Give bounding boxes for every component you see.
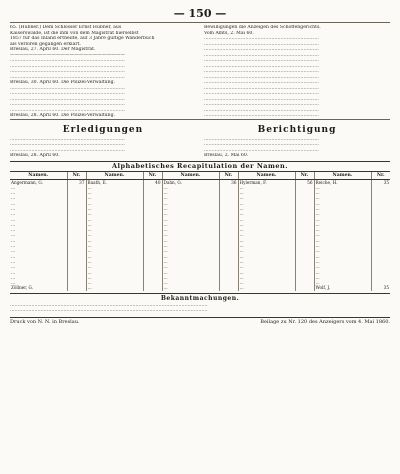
register-name-cell: … [86, 201, 143, 206]
register-name-cell: … [238, 211, 295, 216]
notice-line: ………………………………………………………………… [204, 96, 319, 102]
notice-line: ………………………………………………………………… [204, 102, 319, 107]
announcement-line: ………………………………………………………………………………………………………………… [10, 302, 208, 308]
notice-line: Vom Amts, 2. Mai 60. [204, 30, 254, 36]
register-name-cell: … [86, 254, 143, 259]
right-column-berichtigung [204, 122, 390, 159]
table-row [10, 285, 390, 290]
register-name-cell: … [86, 243, 143, 248]
register-number-cell: 35 [383, 179, 389, 185]
notice-line: ………………………………………………………………… [204, 80, 319, 85]
register-name-cell: … [162, 227, 219, 232]
notice-line: ………………………………………………………………… [10, 107, 125, 113]
register-name-cell: … [10, 222, 67, 227]
register-name-cell: … [162, 190, 219, 195]
page-number: — 150 — [173, 7, 227, 20]
register-number-cell [67, 285, 86, 290]
notice-line: ………………………………………………………………… [10, 96, 125, 102]
notice-line: 1857 für das Inland ertheilte, auf 3 Jahre gültige Wanderbuch [10, 36, 155, 41]
notice-line: ………………………………………………………………… [204, 58, 319, 63]
heading-erledigungen: Erledigungen [62, 124, 144, 135]
notice-line: Breslau, 30. April 60. Die Polizei-Verwaltung. [10, 80, 115, 85]
supplement-line: Beilage zu Nr. 120 des Anzeigers vom 4. Mai 1860. [260, 318, 390, 325]
notice-line: ………………………………………………………………… [204, 41, 319, 47]
register-number-cell: 40 [143, 179, 162, 185]
announcement-line: ………………………………………………………………………………………………………………… [10, 308, 208, 314]
heading-berichtigung: Berichtigung [257, 124, 337, 135]
erledigung-line: ………………………………………………………………… [10, 142, 125, 147]
register-name-cell: … [314, 201, 371, 206]
register-number-cell: 36 [219, 179, 238, 185]
column-header-number: Nr. [371, 172, 390, 180]
register-name-cell: … [86, 285, 143, 290]
register-name-cell: … [238, 270, 295, 275]
register-name-cell: … [162, 285, 219, 290]
register-name-cell: … [162, 280, 219, 285]
erledigungen-text [10, 137, 196, 159]
register-name-cell: … [314, 195, 371, 200]
register-name-cell: … [10, 280, 67, 285]
register-name-cell: … [86, 264, 143, 269]
register-name-cell: … [238, 248, 295, 253]
register-number-cell: 56 [295, 179, 314, 185]
notice-line: ………………………………………………………………… [204, 107, 319, 113]
register-name-cell: … [238, 238, 295, 243]
register-name-cell: … [314, 248, 371, 253]
register-name-cell: … [86, 275, 143, 280]
register-name-cell: … [238, 285, 295, 290]
column-header-number: Nr. [143, 172, 162, 180]
register-number-cell: 37 [67, 179, 86, 185]
register-name-cell: … [238, 222, 295, 227]
register-name-cell: … [238, 280, 295, 285]
berichtigung-line: ………………………………………………………………… [204, 147, 319, 153]
register-name-cell: … [10, 248, 67, 253]
register-name-cell: … [314, 264, 371, 269]
register-name-cell: … [86, 227, 143, 232]
notice-line: Breslau, 27. April 60. Der Magistrat. [10, 47, 96, 52]
register-number-cell [143, 285, 162, 290]
register-name-cell: … [238, 195, 295, 200]
register-name-cell: … [10, 211, 67, 216]
notice-line: ………………………………………………………………… [10, 69, 125, 74]
register-name-cell: … [162, 217, 219, 222]
register-name-cell: … [86, 185, 143, 190]
register-name-cell: Reiche, H. [314, 179, 371, 185]
register-name-cell: … [10, 206, 67, 211]
register-name-cell: … [314, 275, 371, 280]
register-header-row [10, 172, 390, 180]
register-name-cell: … [162, 248, 219, 253]
register-name-cell: … [238, 275, 295, 280]
register-name-cell: … [162, 232, 219, 237]
register-name-cell: Zöllner, G. [10, 285, 67, 290]
register-name-cell: … [162, 259, 219, 264]
announcements-text [10, 303, 390, 314]
register-name-cell: … [238, 217, 295, 222]
register-name-cell: … [86, 232, 143, 237]
notice-line: ………………………………………………………………… [204, 113, 319, 118]
register-name-cell: … [314, 206, 371, 211]
register-name-cell: … [314, 238, 371, 243]
register-name-cell: … [162, 206, 219, 211]
register-name-cell: … [10, 254, 67, 259]
register-name-cell: … [314, 270, 371, 275]
register-name-cell: … [10, 217, 67, 222]
register-number-cell [295, 285, 314, 290]
register-name-cell: … [10, 270, 67, 275]
register-name-cell: … [314, 217, 371, 222]
berichtigung-line: ………………………………………………………………… [204, 142, 319, 147]
register-name-cell: … [162, 185, 219, 190]
register-name-cell: … [162, 270, 219, 275]
register-number-cell: 35 [383, 285, 389, 291]
register-name-cell: … [10, 195, 67, 200]
column-header-name: Namen. [10, 172, 67, 180]
column-header-name: Namen. [314, 172, 371, 180]
announcements-heading: Bekanntmachungen. [160, 294, 240, 302]
column-header-number: Nr. [295, 172, 314, 180]
notice-line: Kaiserswalde, ist die ihm von dem Magistrat hierselbst [10, 30, 139, 36]
notice-line: ………………………………………………………………… [204, 47, 319, 52]
register-name-cell: … [314, 259, 371, 264]
register-name-cell: … [86, 190, 143, 195]
register-name-cell: … [86, 238, 143, 243]
register-name-cell: … [314, 280, 371, 285]
notice-line: ………………………………………………………………… [10, 91, 125, 96]
notice-line: Bewilligungen die Anzeigen des Schöffengerichts. [204, 25, 321, 30]
register-name-cell: … [86, 280, 143, 285]
berichtigung-line: Breslau, 2. Mai 60. [204, 153, 249, 158]
name-register-table [10, 172, 390, 291]
berichtigung-text [204, 137, 390, 159]
notice-line: ………………………………………………………………… [204, 74, 319, 80]
left-column-erledigungen [10, 122, 196, 159]
register-name-cell: … [86, 195, 143, 200]
notice-line: ………………………………………………………………… [10, 63, 125, 69]
register-name-cell: Dahn, G. [162, 179, 219, 185]
register-name-cell: … [238, 185, 295, 190]
register-name-cell: … [162, 238, 219, 243]
register-name-cell: … [162, 222, 219, 227]
notice-line: ………………………………………………………………… [10, 58, 125, 63]
register-name-cell: … [162, 211, 219, 216]
right-column-notices [204, 25, 390, 119]
register-title: Alphabetisches Recapitulation der Namen. [10, 161, 390, 172]
notice-line: ————————————————————————— [10, 52, 125, 58]
register-name-cell: … [238, 227, 295, 232]
notice-line: ………………………………………………………………… [204, 52, 319, 58]
register-name-cell: … [162, 201, 219, 206]
announcements-section [10, 293, 390, 314]
register-name-cell: Baath, E. [86, 179, 143, 185]
register-name-cell: … [10, 238, 67, 243]
register-name-cell: … [238, 201, 295, 206]
register-name-cell: … [314, 227, 371, 232]
register-name-cell: … [238, 232, 295, 237]
page-footer [10, 317, 390, 326]
top-columns [10, 22, 390, 119]
register-name-cell: … [86, 222, 143, 227]
notice-line: ………………………………………………………………… [10, 74, 125, 80]
register-number-cell [219, 285, 238, 290]
register-name-cell: … [162, 195, 219, 200]
register-name-cell: Hylerman, F. [238, 179, 295, 185]
notice-line: ………………………………………………………………… [204, 91, 319, 96]
register-name-cell: … [162, 243, 219, 248]
register-name-cell: … [10, 190, 67, 195]
column-header-name: Namen. [86, 172, 143, 180]
notice-line: 65. (Hübner.) Dem Schlosser Ernst Hübner, aus [10, 25, 122, 30]
register-name-cell: … [10, 201, 67, 206]
register-name-cell: … [314, 254, 371, 259]
notice-line: als verloren gegangen erklärt. [10, 41, 81, 47]
notice-line: ………………………………………………………………… [204, 85, 319, 91]
berichtigung-line: ………………………………………………………………… [204, 136, 319, 142]
register-name-cell: … [86, 206, 143, 211]
notice-line: Breslau, 28. April 60. Die Polizei-Verwaltung. [10, 113, 115, 118]
column-header-number: Nr. [67, 172, 86, 180]
erledigung-line: ………………………………………………………………… [10, 147, 125, 153]
register-name-cell: … [86, 211, 143, 216]
register-name-cell: … [10, 264, 67, 269]
register-name-cell: … [10, 243, 67, 248]
erledigung-line: ………………………………………………………………… [10, 136, 125, 142]
notice-line: ………………………………………………………………… [10, 102, 125, 107]
register-name-cell: … [10, 185, 67, 190]
register-name-cell: … [314, 211, 371, 216]
register-name-cell: … [314, 243, 371, 248]
register-name-cell: … [314, 232, 371, 237]
column-header-name: Namen. [162, 172, 219, 180]
register-name-cell: … [238, 259, 295, 264]
erledigung-line: Breslau, 28. April 60. [10, 153, 60, 158]
register-name-cell: … [10, 275, 67, 280]
register-name-cell: … [162, 264, 219, 269]
register-name-cell: … [162, 254, 219, 259]
register-name-cell: … [86, 217, 143, 222]
register-name-cell: … [86, 259, 143, 264]
notice-line: ………………………………………………………………… [204, 36, 319, 41]
register-name-cell: … [238, 190, 295, 195]
register-name-cell: … [162, 275, 219, 280]
column-header-name: Namen. [238, 172, 295, 180]
register-name-cell: … [314, 222, 371, 227]
register-name-cell: … [238, 206, 295, 211]
column-header-number: Nr. [219, 172, 238, 180]
register-name-cell: … [86, 270, 143, 275]
printer-line: Druck von N. N. in Breslau. [10, 318, 80, 325]
register-name-cell: … [238, 264, 295, 269]
register-name-cell: … [10, 227, 67, 232]
mid-columns [10, 119, 390, 159]
register-name-cell: … [10, 259, 67, 264]
register-name-cell: … [86, 248, 143, 253]
register-name-cell: … [10, 232, 67, 237]
left-column-notices [10, 25, 196, 119]
register-name-cell: … [238, 254, 295, 259]
notice-line: ………………………………………………………………… [10, 85, 125, 91]
register-name-cell: Wolf, J. [314, 285, 371, 290]
register-body [10, 179, 390, 291]
register-name-cell: … [314, 190, 371, 195]
notice-line: ………………………………………………………………… [204, 63, 319, 69]
notice-line: ………………………………………………………………… [204, 69, 319, 74]
register-name-cell: Angermann, G. [10, 179, 67, 185]
register-name-cell: … [238, 243, 295, 248]
register-name-cell: … [314, 185, 371, 190]
